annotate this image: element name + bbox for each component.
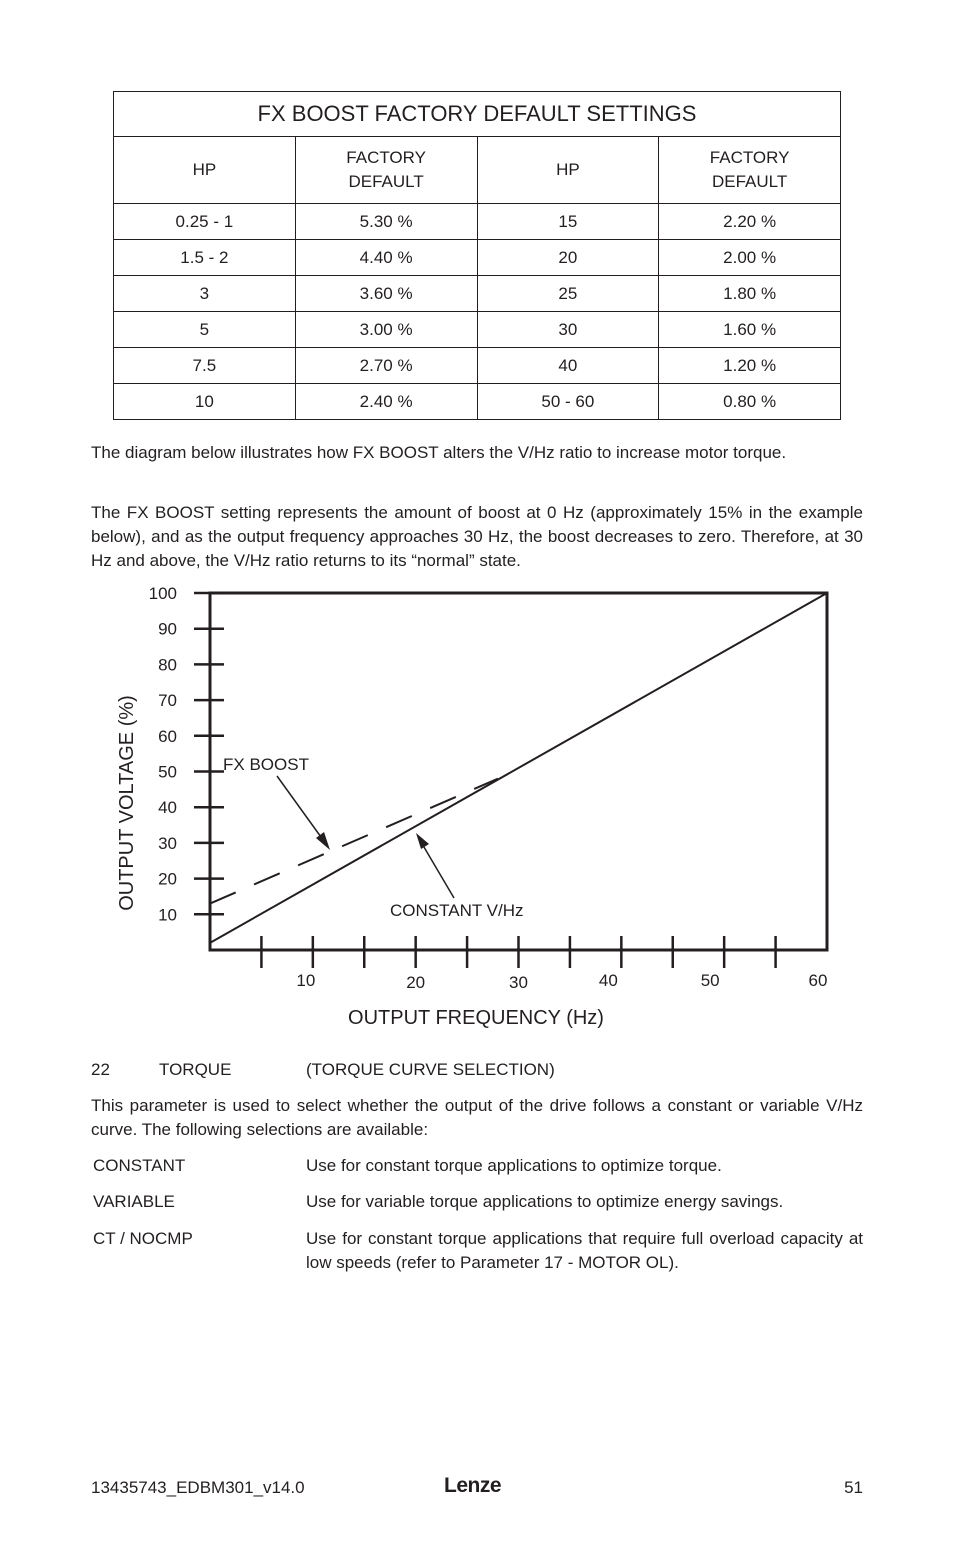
header-factory-default-2: FACTORY DEFAULT: [659, 137, 841, 204]
table-cell: 5.30 %: [295, 204, 477, 240]
selection-label-constant: CONSTANT: [93, 1156, 186, 1175]
selection-label-ct-nocmp: CT / NOCMP: [93, 1229, 193, 1248]
table-title: FX BOOST FACTORY DEFAULT SETTINGS: [114, 92, 841, 137]
x-tick-label: 30: [509, 973, 528, 992]
y-tick-label: 20: [158, 869, 177, 889]
selection-desc-constant: Use for constant torque applications to optimize torque.: [306, 1156, 722, 1175]
table-cell: 1.5 - 2: [114, 240, 296, 276]
table-cell: 0.25 - 1: [114, 204, 296, 240]
table-cell: 1.80 %: [659, 276, 841, 312]
page-number: 51: [844, 1478, 863, 1497]
table-cell: 1.60 %: [659, 312, 841, 348]
table-cell: 1.20 %: [659, 348, 841, 384]
boost-explanation-paragraph: The FX BOOST setting represents the amount of boost at 0 Hz (approximately 15% in the example below), and as the output frequency approaches 30 Hz, the boost decreases to zero. Therefore, at 30 Hz and above, the V/Hz ratio returns to its “normal” state.: [91, 503, 863, 570]
table-cell: 2.40 %: [295, 384, 477, 420]
x-tick-label: 40: [598, 971, 618, 990]
constant-vhz-arrowhead: [416, 833, 429, 849]
intro-paragraph: The diagram below illustrates how FX BOOST alters the V/Hz ratio to increase motor torque.: [91, 443, 787, 462]
table-cell: 3.60 %: [295, 276, 477, 312]
lenze-logo: Lenze: [444, 1474, 502, 1497]
table-cell: 25: [477, 276, 659, 312]
selection-desc-variable: Use for variable torque applications to optimize energy savings.: [306, 1192, 784, 1211]
header-hp-2: HP: [477, 137, 659, 204]
constant-vhz-annotation: CONSTANT V/Hz: [390, 901, 524, 920]
x-tick-label: 20: [406, 973, 426, 992]
table-cell: 30: [477, 312, 659, 348]
x-tick-label: 10: [296, 971, 316, 990]
y-tick-label: 90: [158, 619, 177, 639]
fx-boost-leader: [277, 776, 326, 844]
constant-vhz-leader: [421, 842, 454, 898]
y-tick-label: 70: [158, 691, 177, 711]
fx-boost-annotation: FX BOOST: [223, 755, 309, 774]
y-tick-label: 60: [158, 726, 177, 746]
table-cell: 2.20 %: [659, 204, 841, 240]
table-cell: 10: [114, 384, 296, 420]
parameter-description: (TORQUE CURVE SELECTION): [306, 1060, 555, 1079]
selection-label-variable: VARIABLE: [93, 1192, 175, 1211]
table-cell: 0.80 %: [659, 384, 841, 420]
y-tick-label: 30: [158, 833, 177, 853]
x-tick-label: 60: [808, 971, 828, 990]
table-cell: 7.5: [114, 348, 296, 384]
table-cell: 15: [477, 204, 659, 240]
y-tick-label: 80: [158, 655, 177, 675]
y-axis-title: OUTPUT VOLTAGE (%): [116, 695, 138, 911]
table-cell: 2.00 %: [659, 240, 841, 276]
table-cell: 3.00 %: [295, 312, 477, 348]
fx-boost-line: [210, 779, 498, 904]
fx-boost-arrowhead: [316, 832, 330, 850]
table-cell: 2.70 %: [295, 348, 477, 384]
header-hp-1: HP: [114, 137, 296, 204]
table-cell: 50 - 60: [477, 384, 659, 420]
y-tick-label: 10: [158, 905, 177, 925]
header-factory-default-1: FACTORY DEFAULT: [295, 137, 477, 204]
table-cell: 40: [477, 348, 659, 384]
x-axis-title: OUTPUT FREQUENCY (Hz): [348, 1007, 604, 1029]
table-cell: 3: [114, 276, 296, 312]
parameter-name: TORQUE: [159, 1060, 232, 1079]
selection-desc-ct-nocmp: Use for constant torque applications that require full overload capacity at low speeds (refer to Parameter 17 - MOTOR OL).: [306, 1229, 863, 1272]
y-tick-label: 40: [158, 798, 177, 818]
y-tick-label: 100: [148, 584, 177, 603]
table-cell: 5: [114, 312, 296, 348]
table-cell: 20: [477, 240, 659, 276]
parameter-number: 22: [91, 1060, 110, 1079]
x-tick-label: 50: [700, 971, 720, 990]
y-tick-label: 50: [158, 762, 177, 782]
table-cell: 4.40 %: [295, 240, 477, 276]
torque-paragraph: This parameter is used to select whether the output of the drive follows a constant or variable V/Hz curve. The following selections are available:: [91, 1096, 863, 1139]
footer-doc-id: 13435743_EDBM301_v14.0: [91, 1478, 305, 1497]
